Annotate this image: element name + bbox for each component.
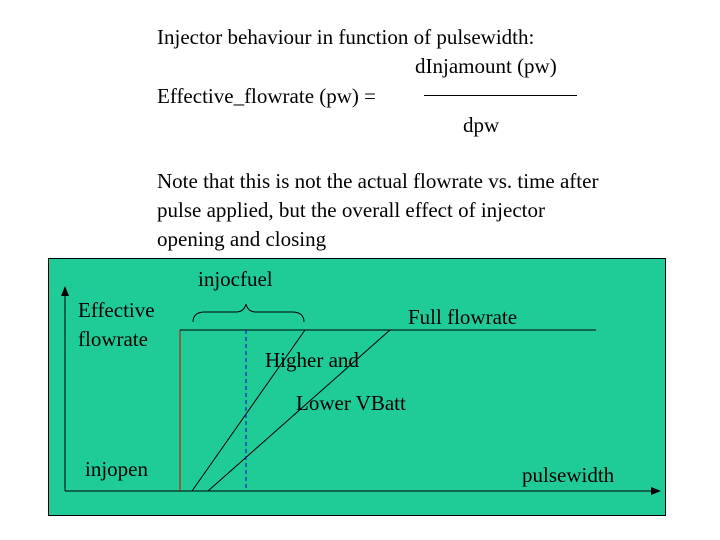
full-flowrate-label: Full flowrate — [408, 305, 518, 329]
injocfuel-brace — [193, 304, 304, 322]
injocfuel-label: injocfuel — [198, 267, 273, 291]
y-axis-label-line-2: flowrate — [78, 327, 148, 351]
note-line-1: Note that this is not the actual flowrate vs. time after — [157, 169, 599, 193]
higher-vbatt-label: Higher and — [265, 348, 359, 372]
lower-vbatt-label: Lower VBatt — [296, 391, 406, 415]
formula-lhs: Effective_flowrate (pw) = — [157, 84, 377, 108]
page-title: Injector behaviour in function of pulsewidth: — [157, 25, 535, 49]
y-axis-label-line-1: Effective — [78, 298, 155, 322]
note-line-2: pulse applied, but the overall effect of injector — [157, 198, 545, 222]
note-line-3: opening and closing — [157, 227, 327, 251]
formula-numerator: dInjamount (pw) — [415, 54, 557, 78]
injopen-label: injopen — [85, 457, 148, 481]
formula-denominator: dpw — [463, 113, 500, 137]
x-axis-label: pulsewidth — [522, 463, 615, 487]
